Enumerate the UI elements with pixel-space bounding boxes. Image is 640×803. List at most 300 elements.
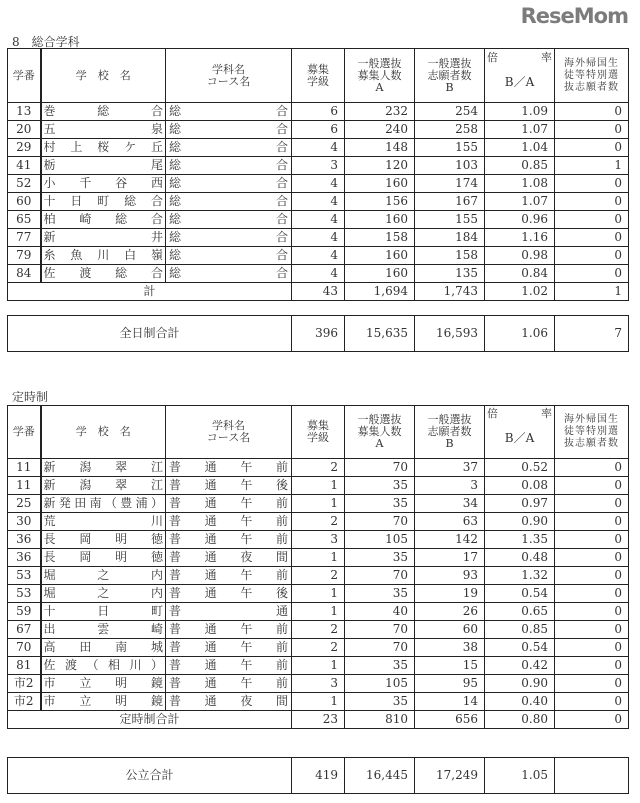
ratio: 1.07 xyxy=(485,121,555,139)
header-classes-line2: 学級 xyxy=(307,74,329,88)
school-code: 13 xyxy=(8,103,41,121)
public-total-table xyxy=(7,757,629,794)
applicants-b: 158 xyxy=(415,247,485,265)
ratio: 0.52 xyxy=(485,459,555,477)
school-name: 新発田南（豊浦） xyxy=(41,495,166,513)
school-name: 荒川 xyxy=(41,513,166,531)
capacity-a: 35 xyxy=(345,693,415,711)
applicants-b: 34 xyxy=(415,495,485,513)
classes: 3 xyxy=(292,157,345,175)
classes: 4 xyxy=(292,193,345,211)
classes: 3 xyxy=(292,531,345,549)
applicants-b: 167 xyxy=(415,193,485,211)
capacity-a: 35 xyxy=(345,495,415,513)
applicants-b: 60 xyxy=(415,621,485,639)
header-ratio xyxy=(485,49,555,103)
school-name: 十日町総合 xyxy=(41,193,166,211)
header-capacity-a xyxy=(345,406,415,459)
school-name: 市立明鏡 xyxy=(41,693,166,711)
ratio: 0.85 xyxy=(485,157,555,175)
applicants-b: 135 xyxy=(415,265,485,283)
returnee-applicants: 0 xyxy=(555,513,629,531)
returnee-applicants: 0 xyxy=(555,585,629,603)
ratio: 1.07 xyxy=(485,193,555,211)
ratio: 0.65 xyxy=(485,603,555,621)
returnee-applicants: 0 xyxy=(555,193,629,211)
header-ratio-3: B／A xyxy=(504,74,535,89)
applicants-b: 258 xyxy=(415,121,485,139)
course-name: 普通午後 xyxy=(166,477,292,495)
ratio: 0.54 xyxy=(485,585,555,603)
header-ratio-1: 倍 xyxy=(487,407,498,420)
course-name: 普通午前 xyxy=(166,513,292,531)
classes: 2 xyxy=(292,513,345,531)
capacity-a: 105 xyxy=(345,675,415,693)
table-row xyxy=(8,549,629,567)
classes: 2 xyxy=(292,459,345,477)
public-total-label: 公立合計 xyxy=(8,758,292,794)
total-b: 1,743 xyxy=(415,283,485,301)
capacity-a: 240 xyxy=(345,121,415,139)
course-name: 総合 xyxy=(166,229,292,247)
school-code: 29 xyxy=(8,139,41,157)
header-ratio-2: 率 xyxy=(541,407,552,420)
returnee-applicants: 0 xyxy=(555,693,629,711)
returnee-applicants: 0 xyxy=(555,639,629,657)
total-label: 計 xyxy=(8,283,292,301)
table-row xyxy=(8,513,629,531)
course-name: 普通午後 xyxy=(166,585,292,603)
public-total-row xyxy=(8,758,629,794)
ratio: 0.90 xyxy=(485,513,555,531)
public-total-b: 17,249 xyxy=(415,758,485,794)
classes: 4 xyxy=(292,229,345,247)
table-row xyxy=(8,229,629,247)
fulltime-total-returnee: 7 xyxy=(555,316,629,352)
capacity-a: 35 xyxy=(345,657,415,675)
general-course-table xyxy=(7,48,629,301)
header-a-line3: A xyxy=(375,80,384,94)
public-total-returnee xyxy=(555,758,629,794)
ratio: 1.04 xyxy=(485,139,555,157)
table-row xyxy=(8,477,629,495)
applicants-b: 93 xyxy=(415,567,485,585)
table-row xyxy=(8,639,629,657)
course-name: 普通午前 xyxy=(166,639,292,657)
returnee-applicants: 0 xyxy=(555,675,629,693)
total-a: 810 xyxy=(345,711,415,729)
capacity-a: 160 xyxy=(345,211,415,229)
ratio: 1.08 xyxy=(485,175,555,193)
school-name: 巻総合 xyxy=(41,103,166,121)
total-classes: 43 xyxy=(292,283,345,301)
course-name: 総合 xyxy=(166,103,292,121)
total-ratio: 0.80 xyxy=(485,711,555,729)
header-course-line1: 学科名 xyxy=(212,62,245,76)
course-name: 普通午前 xyxy=(166,531,292,549)
course-name: 総合 xyxy=(166,121,292,139)
applicants-b: 3 xyxy=(415,477,485,495)
header-ratio-3: B／A xyxy=(504,431,535,445)
table-row xyxy=(8,603,629,621)
classes: 3 xyxy=(292,675,345,693)
school-name: 堀之内 xyxy=(41,585,166,603)
applicants-b: 17 xyxy=(415,549,485,567)
table-row xyxy=(8,621,629,639)
course-name: 総合 xyxy=(166,211,292,229)
header-course xyxy=(166,406,292,459)
returnee-applicants: 0 xyxy=(555,459,629,477)
school-name: 長岡明徳 xyxy=(41,531,166,549)
header-applicants-b xyxy=(415,49,485,103)
course-name: 普通午前 xyxy=(166,567,292,585)
fulltime-total-label: 全日制合計 xyxy=(8,316,292,352)
capacity-a: 70 xyxy=(345,639,415,657)
capacity-a: 148 xyxy=(345,139,415,157)
classes: 4 xyxy=(292,175,345,193)
school-name: 堀之内 xyxy=(41,567,166,585)
header-school: 学 校 名 xyxy=(41,406,166,459)
school-code: 20 xyxy=(8,121,41,139)
header-b-line3: B xyxy=(445,437,454,450)
header-course xyxy=(166,49,292,103)
ratio: 1.35 xyxy=(485,531,555,549)
header-b-line1: 一般選抜 xyxy=(427,56,472,70)
table-row xyxy=(8,567,629,585)
school-name: 糸魚川白嶺 xyxy=(41,247,166,265)
table-row xyxy=(8,459,629,477)
applicants-b: 254 xyxy=(415,103,485,121)
returnee-applicants: 0 xyxy=(555,211,629,229)
returnee-applicants: 0 xyxy=(555,531,629,549)
header-a-line2: 募集人数 xyxy=(357,425,402,438)
capacity-a: 156 xyxy=(345,193,415,211)
school-name: 高田南城 xyxy=(41,639,166,657)
table-row xyxy=(8,211,629,229)
capacity-a: 158 xyxy=(345,229,415,247)
school-code: 67 xyxy=(8,621,41,639)
header-ret-2: 徒等特別選 xyxy=(564,426,619,437)
applicants-b: 19 xyxy=(415,585,485,603)
resemom-logo: ReseMom xyxy=(520,4,628,28)
header-code: 学番 xyxy=(8,49,41,103)
header-classes-line1: 募集 xyxy=(307,62,329,76)
header-ratio-2: 率 xyxy=(541,50,552,64)
returnee-applicants: 1 xyxy=(555,157,629,175)
course-name: 普通午前 xyxy=(166,675,292,693)
capacity-a: 232 xyxy=(345,103,415,121)
header-row xyxy=(8,406,629,459)
table-row xyxy=(8,693,629,711)
school-code: 70 xyxy=(8,639,41,657)
ratio: 0.90 xyxy=(485,675,555,693)
capacity-a: 160 xyxy=(345,247,415,265)
capacity-a: 70 xyxy=(345,513,415,531)
applicants-b: 142 xyxy=(415,531,485,549)
capacity-a: 120 xyxy=(345,157,415,175)
applicants-b: 37 xyxy=(415,459,485,477)
school-name: 村上桜ケ丘 xyxy=(41,139,166,157)
school-code: 36 xyxy=(8,549,41,567)
course-name: 普通 xyxy=(166,603,292,621)
fulltime-total-a: 15,635 xyxy=(345,316,415,352)
fulltime-total-table xyxy=(7,315,629,352)
course-name: 普通午前 xyxy=(166,621,292,639)
school-code: 84 xyxy=(8,265,41,283)
returnee-applicants: 0 xyxy=(555,549,629,567)
table-row xyxy=(8,531,629,549)
returnee-applicants: 0 xyxy=(555,121,629,139)
capacity-a: 105 xyxy=(345,531,415,549)
header-b-line2: 志願者数 xyxy=(427,68,472,82)
applicants-b: 63 xyxy=(415,513,485,531)
header-course-line2: コース名 xyxy=(206,74,251,88)
header-returnee xyxy=(555,406,629,459)
header-a-line1: 一般選抜 xyxy=(357,56,402,70)
school-name: 新潟翠江 xyxy=(41,459,166,477)
school-code: 65 xyxy=(8,211,41,229)
table-row xyxy=(8,585,629,603)
header-applicants-b xyxy=(415,406,485,459)
public-total-ratio: 1.05 xyxy=(485,758,555,794)
returnee-applicants: 0 xyxy=(555,657,629,675)
header-a-line2: 募集人数 xyxy=(357,68,402,82)
course-name: 普通午前 xyxy=(166,657,292,675)
capacity-a: 35 xyxy=(345,585,415,603)
school-code: 77 xyxy=(8,229,41,247)
course-name: 総合 xyxy=(166,175,292,193)
ratio: 0.97 xyxy=(485,495,555,513)
total-returnee: 1 xyxy=(555,283,629,301)
capacity-a: 160 xyxy=(345,175,415,193)
classes: 2 xyxy=(292,567,345,585)
header-ratio-1: 倍 xyxy=(487,50,498,64)
returnee-applicants: 0 xyxy=(555,139,629,157)
returnee-applicants: 0 xyxy=(555,175,629,193)
course-name: 総合 xyxy=(166,157,292,175)
header-classes xyxy=(292,406,345,459)
course-name: 総合 xyxy=(166,247,292,265)
school-name: 柏崎総合 xyxy=(41,211,166,229)
table-row xyxy=(8,657,629,675)
capacity-a: 70 xyxy=(345,567,415,585)
total-label: 定時制合計 xyxy=(8,711,292,729)
school-code: 30 xyxy=(8,513,41,531)
school-code: 36 xyxy=(8,531,41,549)
table-row xyxy=(8,139,629,157)
header-ret-1: 海外帰国生 xyxy=(564,57,619,69)
header-b-line3: B xyxy=(445,80,454,94)
school-code: 11 xyxy=(8,477,41,495)
section-title-general: 8 総合学科 xyxy=(12,35,80,49)
applicants-b: 174 xyxy=(415,175,485,193)
table-row xyxy=(8,265,629,283)
school-code: 市2 xyxy=(8,675,41,693)
course-name: 普通夜間 xyxy=(166,693,292,711)
course-name: 総合 xyxy=(166,139,292,157)
table-row xyxy=(8,103,629,121)
header-classes-line2: 学級 xyxy=(307,431,329,444)
school-name: 小千谷西 xyxy=(41,175,166,193)
header-classes-line1: 募集 xyxy=(307,419,329,432)
returnee-applicants: 0 xyxy=(555,495,629,513)
table-row xyxy=(8,495,629,513)
classes: 2 xyxy=(292,639,345,657)
classes: 1 xyxy=(292,495,345,513)
table-row xyxy=(8,121,629,139)
applicants-b: 15 xyxy=(415,657,485,675)
school-name: 長岡明徳 xyxy=(41,549,166,567)
ratio: 0.96 xyxy=(485,211,555,229)
applicants-b: 155 xyxy=(415,139,485,157)
ratio: 0.48 xyxy=(485,549,555,567)
fulltime-total-b: 16,593 xyxy=(415,316,485,352)
header-capacity-a xyxy=(345,49,415,103)
ratio: 0.54 xyxy=(485,639,555,657)
header-school: 学 校 名 xyxy=(41,49,166,103)
applicants-b: 103 xyxy=(415,157,485,175)
classes: 4 xyxy=(292,139,345,157)
classes: 1 xyxy=(292,657,345,675)
applicants-b: 14 xyxy=(415,693,485,711)
total-a: 1,694 xyxy=(345,283,415,301)
course-name: 普通午前 xyxy=(166,459,292,477)
total-returnee: 0 xyxy=(555,711,629,729)
capacity-a: 160 xyxy=(345,265,415,283)
header-returnee xyxy=(555,49,629,103)
school-name: 佐渡（相川） xyxy=(41,657,166,675)
capacity-a: 70 xyxy=(345,459,415,477)
course-name: 普通午前 xyxy=(166,495,292,513)
header-course-line2: コース名 xyxy=(206,431,251,444)
header-ret-1: 海外帰国生 xyxy=(564,414,619,425)
school-code: 53 xyxy=(8,567,41,585)
header-classes xyxy=(292,49,345,103)
capacity-a: 35 xyxy=(345,477,415,495)
course-name: 総合 xyxy=(166,193,292,211)
total-row xyxy=(8,711,629,729)
school-name: 新井 xyxy=(41,229,166,247)
course-name: 普通夜間 xyxy=(166,549,292,567)
header-course-line1: 学科名 xyxy=(212,419,245,432)
ratio: 0.85 xyxy=(485,621,555,639)
school-name: 五泉 xyxy=(41,121,166,139)
applicants-b: 155 xyxy=(415,211,485,229)
capacity-a: 70 xyxy=(345,621,415,639)
school-code: 81 xyxy=(8,657,41,675)
table-row xyxy=(8,175,629,193)
school-code: 53 xyxy=(8,585,41,603)
public-total-a: 16,445 xyxy=(345,758,415,794)
classes: 1 xyxy=(292,693,345,711)
classes: 1 xyxy=(292,585,345,603)
table-row xyxy=(8,157,629,175)
ratio: 0.42 xyxy=(485,657,555,675)
applicants-b: 26 xyxy=(415,603,485,621)
classes: 1 xyxy=(292,549,345,567)
ratio: 0.08 xyxy=(485,477,555,495)
header-b-line1: 一般選抜 xyxy=(427,413,472,426)
total-classes: 23 xyxy=(292,711,345,729)
header-b-line2: 志願者数 xyxy=(427,425,472,438)
ratio: 1.16 xyxy=(485,229,555,247)
school-name: 市立明鏡 xyxy=(41,675,166,693)
header-a-line1: 一般選抜 xyxy=(357,413,402,426)
ratio: 1.09 xyxy=(485,103,555,121)
returnee-applicants: 0 xyxy=(555,567,629,585)
applicants-b: 184 xyxy=(415,229,485,247)
ratio: 1.32 xyxy=(485,567,555,585)
applicants-b: 95 xyxy=(415,675,485,693)
header-row xyxy=(8,49,629,103)
header-code: 学番 xyxy=(8,406,41,459)
returnee-applicants: 0 xyxy=(555,247,629,265)
classes: 4 xyxy=(292,265,345,283)
public-total-classes: 419 xyxy=(292,758,345,794)
school-code: 25 xyxy=(8,495,41,513)
total-ratio: 1.02 xyxy=(485,283,555,301)
school-name: 十日町 xyxy=(41,603,166,621)
school-code: 41 xyxy=(8,157,41,175)
school-name: 栃尾 xyxy=(41,157,166,175)
school-code: 79 xyxy=(8,247,41,265)
ratio: 0.84 xyxy=(485,265,555,283)
school-code: 52 xyxy=(8,175,41,193)
header-a-line3: A xyxy=(375,437,384,450)
table-row xyxy=(8,193,629,211)
school-code: 市2 xyxy=(8,693,41,711)
table-row xyxy=(8,247,629,265)
school-code: 11 xyxy=(8,459,41,477)
school-name: 出雲崎 xyxy=(41,621,166,639)
returnee-applicants: 0 xyxy=(555,265,629,283)
classes: 4 xyxy=(292,211,345,229)
classes: 6 xyxy=(292,103,345,121)
classes: 1 xyxy=(292,603,345,621)
ratio: 0.40 xyxy=(485,693,555,711)
capacity-a: 40 xyxy=(345,603,415,621)
school-name: 新潟翠江 xyxy=(41,477,166,495)
section-title-parttime: 定時制 xyxy=(12,390,49,404)
total-row xyxy=(8,283,629,301)
header-ret-3: 抜志願者数 xyxy=(564,438,619,449)
fulltime-total-ratio: 1.06 xyxy=(485,316,555,352)
classes: 4 xyxy=(292,247,345,265)
capacity-a: 35 xyxy=(345,549,415,567)
applicants-b: 38 xyxy=(415,639,485,657)
school-code: 60 xyxy=(8,193,41,211)
total-b: 656 xyxy=(415,711,485,729)
school-code: 59 xyxy=(8,603,41,621)
header-ret-3: 抜志願者数 xyxy=(564,81,619,93)
table-row xyxy=(8,675,629,693)
returnee-applicants: 0 xyxy=(555,103,629,121)
classes: 1 xyxy=(292,477,345,495)
returnee-applicants: 0 xyxy=(555,229,629,247)
returnee-applicants: 0 xyxy=(555,621,629,639)
returnee-applicants: 0 xyxy=(555,477,629,495)
header-ratio xyxy=(485,406,555,459)
returnee-applicants: 0 xyxy=(555,603,629,621)
fulltime-total-row xyxy=(8,316,629,352)
parttime-table xyxy=(7,405,629,729)
classes: 6 xyxy=(292,121,345,139)
ratio: 0.98 xyxy=(485,247,555,265)
header-ret-2: 徒等特別選 xyxy=(564,69,619,81)
classes: 2 xyxy=(292,621,345,639)
course-name: 総合 xyxy=(166,265,292,283)
fulltime-total-classes: 396 xyxy=(292,316,345,352)
